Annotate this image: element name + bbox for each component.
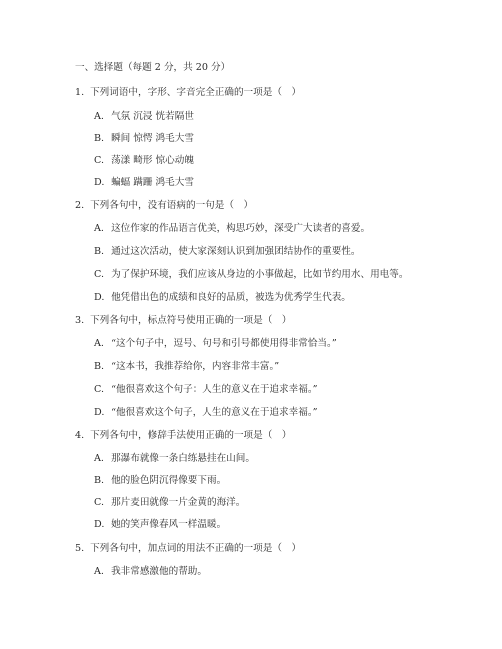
option-letter: A. bbox=[94, 338, 104, 349]
question-number: 1. bbox=[75, 87, 85, 98]
option-text: “他很喜欢这个句子，人生的意义在于追求幸福。” bbox=[111, 407, 318, 418]
option-3b bbox=[94, 358, 279, 372]
option-letter: C. bbox=[94, 497, 105, 508]
option-text: “这本书，我推荐给你，内容非常丰富。” bbox=[111, 361, 280, 372]
question-stem: 下列各句中，加点词的用法不正确的一项是（ ） bbox=[90, 543, 302, 554]
option-text: “他很喜欢这个句子：人生的意义在于追求幸福。” bbox=[111, 384, 318, 395]
option-3d bbox=[94, 404, 318, 418]
section-title: 一、选择题（每题 2 分，共 20 分） bbox=[75, 62, 231, 73]
option-2c bbox=[94, 266, 408, 280]
option-letter: B. bbox=[94, 475, 105, 486]
option-letter: B. bbox=[94, 246, 105, 257]
question-stem: 下列各句中，标点符号使用正确的一项是（ ） bbox=[90, 315, 292, 326]
question-stem: 下列各句中，没有语病的一句是（ ） bbox=[90, 200, 254, 211]
option-text: 荡漾 畸形 惊心动魄 bbox=[111, 155, 194, 166]
option-2a bbox=[94, 220, 370, 234]
question-1 bbox=[75, 84, 301, 98]
option-letter: C. bbox=[94, 384, 105, 395]
option-letter: D. bbox=[94, 292, 105, 303]
question-5 bbox=[75, 540, 301, 554]
option-text: 瞬间 惊愕 鸿毛大雪 bbox=[111, 133, 194, 144]
option-text: 他的脸色阴沉得像要下雨。 bbox=[111, 475, 227, 486]
option-1d bbox=[94, 174, 194, 188]
question-2 bbox=[75, 197, 253, 211]
option-letter: C. bbox=[94, 269, 105, 280]
option-2d bbox=[94, 289, 351, 303]
option-3a bbox=[94, 335, 337, 349]
option-text: 我非常感激他的帮助。 bbox=[111, 566, 207, 577]
option-1a bbox=[94, 108, 194, 122]
option-letter: C. bbox=[94, 155, 105, 166]
question-number: 2. bbox=[75, 200, 85, 211]
option-text: 蝙蝠 蹒跚 鸿毛大雪 bbox=[111, 177, 194, 188]
option-letter: A. bbox=[94, 566, 104, 577]
option-letter: A. bbox=[94, 111, 104, 122]
option-4c bbox=[94, 494, 245, 508]
question-4 bbox=[75, 427, 292, 441]
option-4b bbox=[94, 472, 226, 486]
option-letter: D. bbox=[94, 519, 105, 530]
question-number: 3. bbox=[75, 315, 85, 326]
option-5a bbox=[94, 563, 207, 577]
question-3 bbox=[75, 312, 292, 326]
option-2b bbox=[94, 243, 361, 257]
option-text: 那片麦田就像一片金黄的海洋。 bbox=[111, 497, 246, 508]
option-letter: D. bbox=[94, 177, 105, 188]
option-letter: B. bbox=[94, 361, 105, 372]
option-letter: B. bbox=[94, 133, 105, 144]
option-letter: D. bbox=[94, 407, 105, 418]
question-number: 4. bbox=[75, 430, 85, 441]
question-stem: 下列各句中，修辞手法使用正确的一项是（ ） bbox=[90, 430, 292, 441]
option-text: 她的笑声像春风一样温暖。 bbox=[111, 519, 227, 530]
question-number: 5. bbox=[75, 543, 85, 554]
option-text: 为了保护环境，我们应该从身边的小事做起，比如节约用水、用电等。 bbox=[111, 269, 409, 280]
option-text: 那瀑布就像一条白练悬挂在山间。 bbox=[111, 453, 255, 464]
option-1c bbox=[94, 152, 194, 166]
option-4d bbox=[94, 516, 226, 530]
option-text: “这个句子中，逗号、句号和引号都使用得非常恰当。” bbox=[111, 338, 337, 349]
option-text: 通过这次活动，使大家深刻认识到加强团结协作的重要性。 bbox=[111, 246, 361, 257]
option-letter: A. bbox=[94, 453, 104, 464]
option-3c bbox=[94, 381, 318, 395]
option-text: 这位作家的作品语言优美，构思巧妙，深受广大读者的喜爱。 bbox=[111, 223, 371, 234]
option-text: 气氛 沉浸 恍若隔世 bbox=[111, 111, 194, 122]
option-text: 他凭借出色的成绩和良好的品质，被选为优秀学生代表。 bbox=[111, 292, 351, 303]
question-stem: 下列词语中，字形、字音完全正确的一项是（ ） bbox=[90, 87, 302, 98]
option-4a bbox=[94, 450, 255, 464]
option-1b bbox=[94, 130, 194, 144]
option-letter: A. bbox=[94, 223, 104, 234]
